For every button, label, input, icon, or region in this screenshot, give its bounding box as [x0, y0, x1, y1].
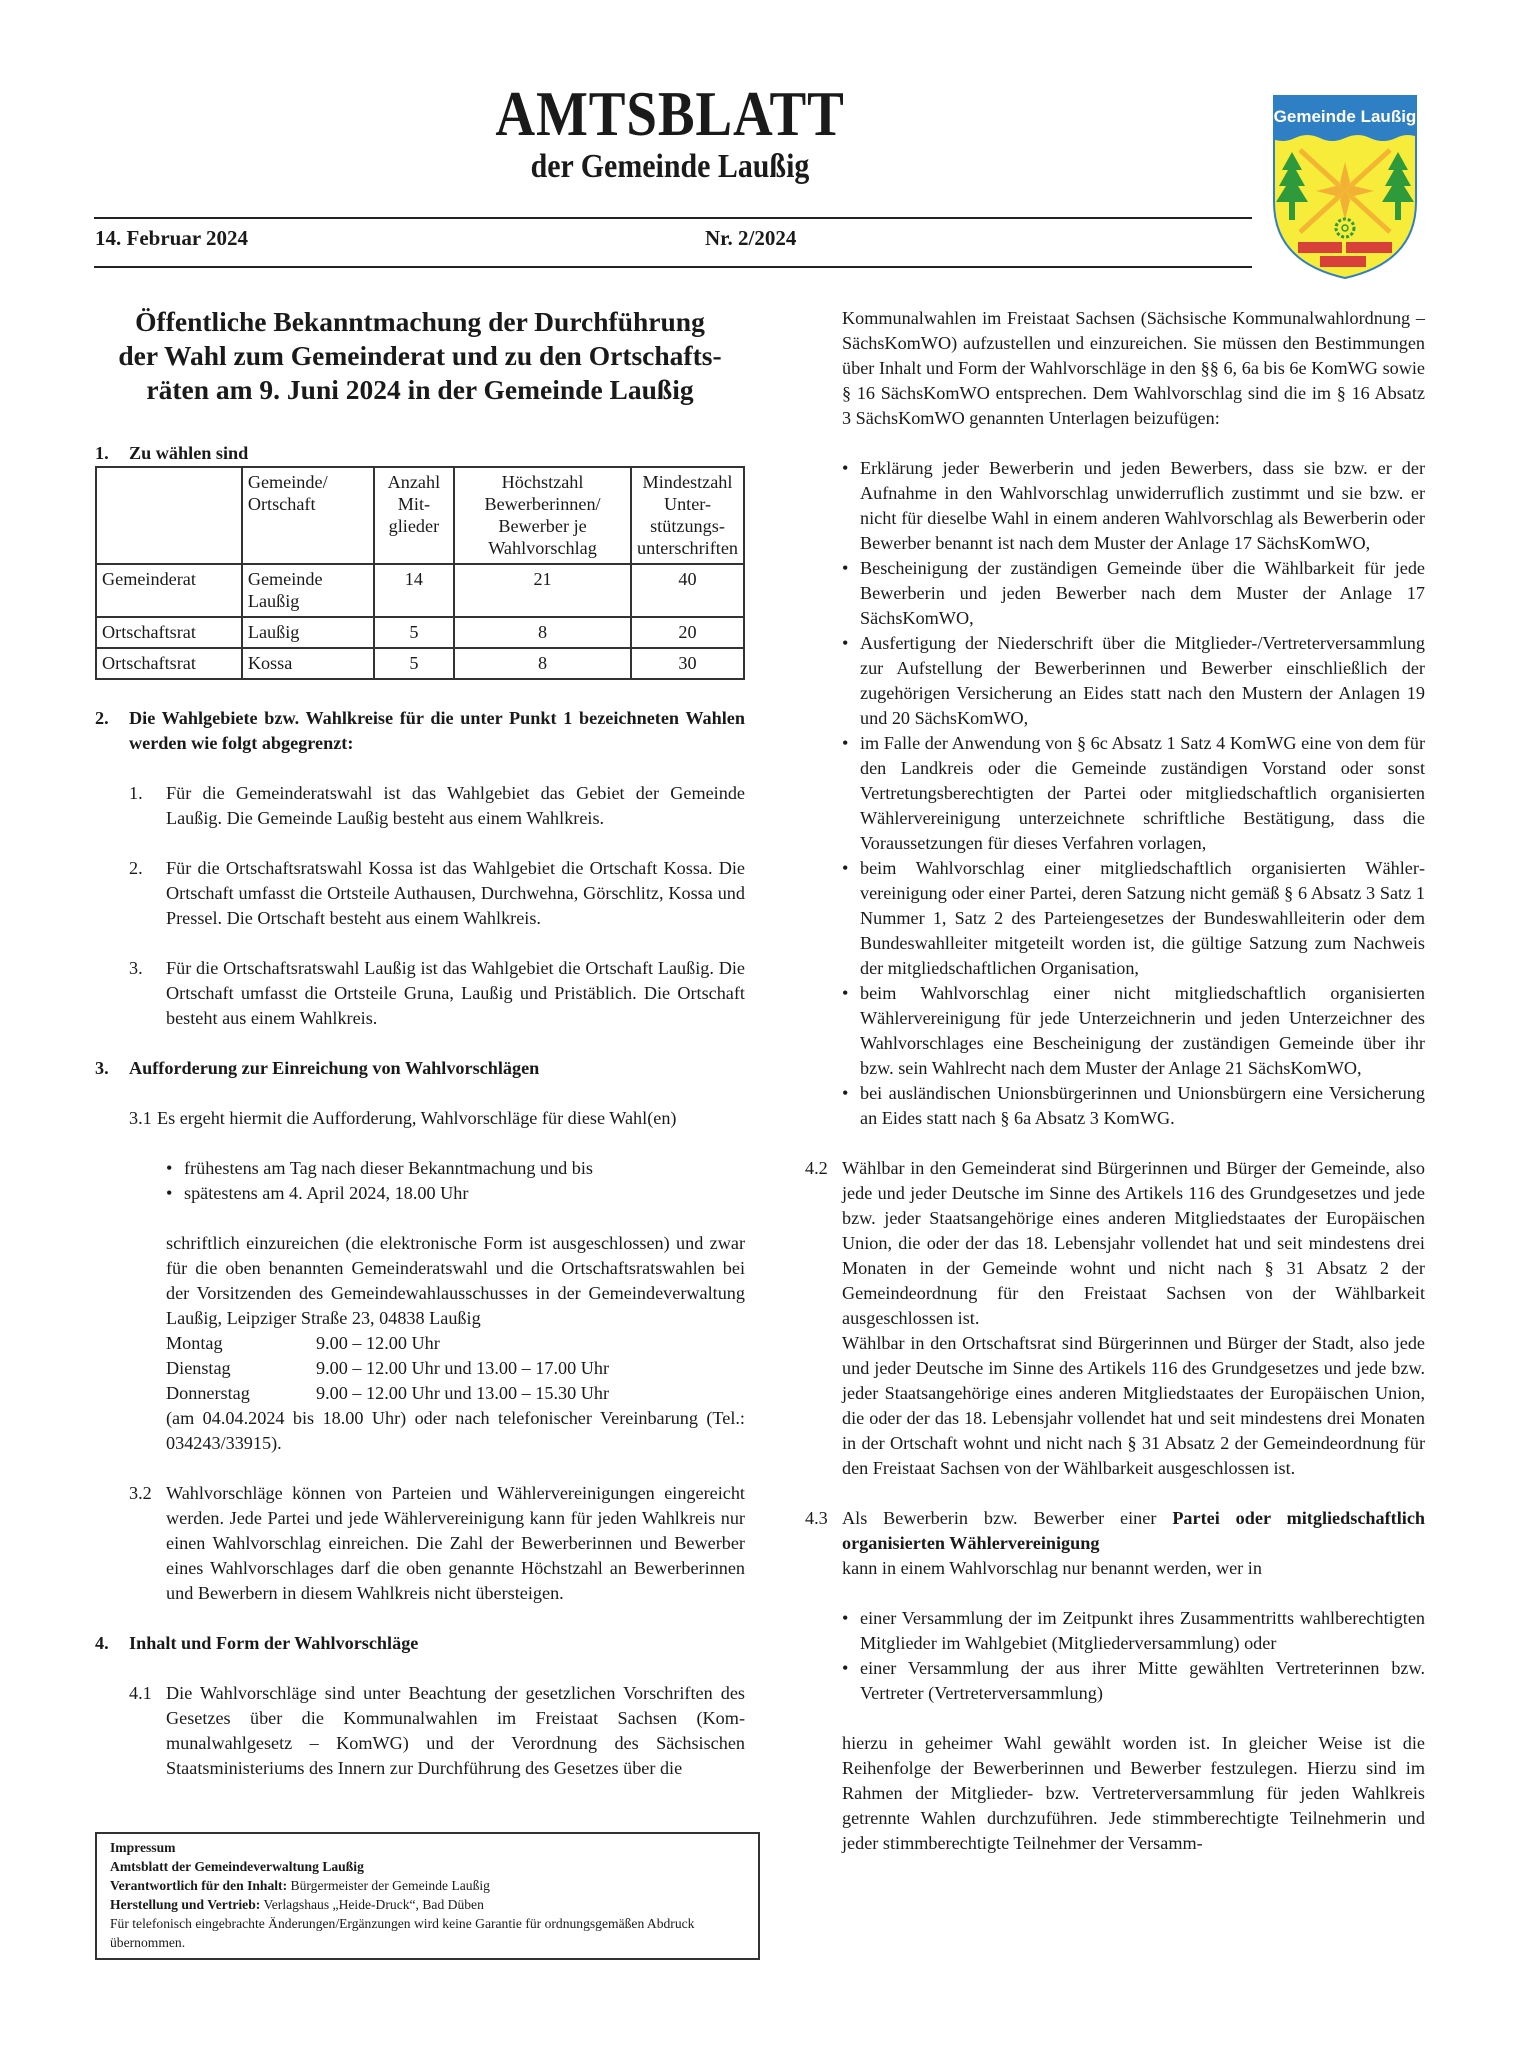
bullet-icon: •	[842, 1083, 849, 1103]
eligibility-local: Wählbar in den Ortschaftsrat sind Bürgerinnen und Bürger der Stadt, also jede und jeder Deutsche im Sinne des Artikels 116 des Grundgesetzes und jede bzw. jeder Staatsangehörige eines anderen Mitgliedstaates der Europäischen Union, die oder der das 18. Lebensjahr vollendet hat und seit mindestens drei Monaten in der Ortschaft wohnt und nicht nach § 31 Absatz 2 der Gemeindeordnung für den Freistaat Sachsen von der Wählbarkeit ausgeschlossen ist.	[842, 1333, 1425, 1478]
issue-date: 14. Februar 2024	[95, 226, 249, 250]
item-text: Für die Ortschaftsratswahl Kossa ist das Wahlgebiet die Ortschaft Kossa. Die Ortschaft umfasst die Ortsteile Authausen, Durchwehna, Görschlitz, Kossa und Pressel. Die Ortschaft besteht aus einem Wahlkreis.	[166, 858, 745, 928]
bullet-text: Ausfertigung der Niederschrift über die Mitglieder-/Vertreterversammlung zur Aufstellung der Bewerberinnen und Bewerber einschließlich der zugehörigen Versicherung an Eides statt nach den Mustern der Anlagen 19 und 20 SächsKomWO,	[860, 633, 1425, 728]
paragraph-3-2	[95, 1481, 745, 1606]
eligibility-municipal: Wählbar in den Gemeinderat sind Bürgerinnen und Bürger der Gemeinde, also jede und jeder Deutsche im Sinne des Artikels 116 des Grundgesetzes und jede bzw. jeder Staatsangehörige eines anderen Mitgliedstaates der Europäischen Union, die oder der das 18. Lebensjahr vollendet hat und seit mindestens drei Monaten in der Gemeinde wohnt und nicht nach § 31 Absatz 2 der Gemeindeordnung für den Freistaat Sachsen von der Wählbarkeit ausgeschlossen ist.	[842, 1158, 1425, 1328]
item-number: 3.	[129, 958, 143, 978]
section-number: 3.	[95, 1058, 109, 1078]
bullet-item	[842, 631, 1425, 731]
impressum-responsible-label: Verantwortlich für den Inhalt:	[110, 1878, 288, 1893]
impressum-title: Impressum	[110, 1840, 176, 1855]
bullet-icon: •	[842, 458, 849, 478]
item-text: Für die Gemeinderatswahl ist das Wahlgebiet das Gebiet der Gemeinde Laußig. Die Gemeinde Laußig besteht aus einem Wahlkreis.	[166, 783, 745, 828]
bullet-item	[842, 1656, 1425, 1706]
table-row	[96, 617, 744, 648]
table-cell: 14	[374, 564, 454, 617]
impressum-note: Für telefonisch eingebrachte Änderungen/Ergänzungen wird keine Garantie für ordnungsgemäßen Abdruck übernommen.	[110, 1916, 695, 1950]
table-cell: Gemeinderat	[96, 564, 242, 617]
table-header-cell	[96, 467, 242, 564]
bullet-text: spätestens am 4. April 2024, 18.00 Uhr	[184, 1183, 469, 1203]
bullet-item	[842, 731, 1425, 856]
hours-day: Montag	[166, 1333, 223, 1353]
bullet-text: beim Wahlvorschlag einer mitgliedschaftlich organisierten Wählervereinigung oder einer Partei, deren Satzung nicht gemäß § 6 Absatz 3 Satz 1 Nummer 1, Satz 2 des Parteiengesetzes der Bundeswahlleiterin oder dem Bundeswahlleiter mitgeteilt worden ist, die gültige Satzung zum Nachweis der mitgliedschaftlichen Organisation,	[860, 858, 1425, 978]
hours-time: 9.00 – 12.00 Uhr	[316, 1333, 440, 1353]
masthead-title: AMTSBLATT	[495, 78, 845, 149]
appointment-text: (am 04.04.2024 bis 18.00 Uhr) oder nach telefonischer Vereinbarung (Tel.: 034243/33915).	[166, 1408, 745, 1453]
impressum-publication: Amtsblatt der Gemeindeverwaltung Laußig	[110, 1859, 364, 1874]
headline-line: Öffentliche Bekanntmachung der Durchführung	[135, 306, 705, 337]
header-line: Bewerber je	[498, 516, 587, 536]
section-title: Aufforderung zur Einreichung von Wahlvorschlägen	[129, 1058, 540, 1078]
paragraph-text: Es ergeht hiermit die Aufforderung, Wahlvorschläge für diese Wahl(en)	[157, 1108, 677, 1128]
table-header-cell	[374, 467, 454, 564]
section-number: 1.	[95, 443, 109, 463]
table-cell: 5	[374, 648, 454, 679]
paragraph-4-3-after: hierzu in geheimer Wahl gewählt worden ist. In gleicher Weise ist die Reihenfolge der Bewerberinnen und Bewerber festzulegen. Hierzu sind im Rahmen der Mitglieder- bzw. Vertreterversammlung für jeden Wahlkreis getrennte Wahlen durchzuführen. Jede stimmberechtigte Teilnehmerin und jeder stimmberechtigte Teilnehmer der Versamm-	[842, 1733, 1425, 1853]
issue-number: Nr. 2/2024	[705, 226, 797, 250]
left-column	[95, 305, 745, 1781]
article-headline	[95, 305, 745, 407]
paragraph-number: 4.3	[805, 1508, 828, 1528]
bullet-text: einer Versammlung der aus ihrer Mitte gewählten Vertreterinnen bzw. Vertreter (Vertreterversammlung)	[860, 1658, 1425, 1703]
header-line: Unter-	[663, 494, 712, 514]
headline-line: der Wahl zum Gemeinderat und zu den Ortschafts-	[118, 340, 722, 371]
bullet-text: einer Versammlung der im Zeitpunkt ihres Zusammentritts wahlberechtigten Mitglieder im Wahlgebiet (Mitgliederversammlung) oder	[860, 1608, 1425, 1653]
paragraph-4-3	[805, 1506, 1425, 1581]
table-cell: 21	[454, 564, 631, 617]
table-header-cell	[631, 467, 744, 564]
office-hours	[166, 1331, 745, 1406]
section-number: 4.	[95, 1633, 109, 1653]
section-number: 2.	[95, 708, 109, 728]
paragraph-text	[842, 1156, 1425, 1481]
table-header-cell	[242, 467, 374, 564]
bullet-icon: •	[842, 1608, 849, 1628]
paragraph-text: Die Wahlvorschläge sind unter Beachtung der gesetzlichen Vorschriften des Gesetzes über die Kommunalwahlen im Freistaat Sachsen (Kommunalwahlgesetz – KomWG) und der Verordnung des Sächsischen Staatsministeriums des Innern zur Durchführung des Gesetzes über die	[166, 1683, 745, 1778]
hours-day: Dienstag	[166, 1358, 231, 1378]
headline-line: räten am 9. Juni 2024 in der Gemeinde Laußig	[146, 374, 694, 405]
impressum-responsible-value: Bürgermeister der Gemeinde Laußig	[290, 1878, 490, 1893]
bullet-item	[842, 981, 1425, 1081]
header-line: unterschriften	[637, 538, 738, 558]
list-item	[95, 956, 745, 1031]
submission-text: schriftlich einzureichen (die elektronische Form ist ausgeschlossen) und zwar für die oben benannten Gemeinderatswahl und die Ortschaftsratswahlen bei der Vorsitzenden des Gemeindewahlausschusses in der Gemeindeverwaltung Laußig, Leipziger Straße 23, 04838 Laußig	[166, 1233, 745, 1328]
paragraph-4-2	[805, 1156, 1425, 1481]
paragraph-text	[842, 1506, 1425, 1581]
header-line: Bewerberinnen/	[484, 494, 601, 514]
paragraph-3-1	[95, 1106, 745, 1131]
table-cell: 8	[454, 617, 631, 648]
item-number: 1.	[129, 783, 143, 803]
header-line: Anzahl	[387, 472, 441, 492]
bullet-item	[842, 556, 1425, 631]
coat-of-arms-label: Gemeinde Laußig	[1273, 107, 1417, 126]
header-line: Mindestzahl	[642, 472, 733, 492]
hours-time: 9.00 – 12.00 Uhr und 13.00 – 15.30 Uhr	[316, 1383, 610, 1403]
table-header-cell	[454, 467, 631, 564]
assembly-bullets	[805, 1606, 1425, 1706]
table-cell: 30	[631, 648, 744, 679]
header-line: Mit-	[397, 494, 431, 514]
bullet-icon: •	[842, 858, 849, 878]
impressum-box	[95, 1832, 760, 1960]
bullet-icon: •	[166, 1158, 173, 1178]
paragraph-bold: Partei oder mitgliedschaftlich organisierten Wählervereinigung	[842, 1508, 1426, 1553]
paragraph-continuation: kann in einem Wahlvorschlag nur benannt werden, wer in	[842, 1558, 1262, 1578]
header-rule-top	[94, 217, 1252, 219]
bullet-icon: •	[842, 983, 849, 1003]
bullet-text: Bescheinigung der zuständigen Gemeinde über die Wählbarkeit für jede Bewerberin und jeden Bewerber nach dem Muster der Anlage 17 SächsKomWO,	[860, 558, 1425, 628]
coat-of-arms-icon	[1270, 92, 1420, 282]
impressum-production-value: Verlagshaus „Heide-Druck“, Bad Düben	[263, 1897, 484, 1912]
section-title: Zu wählen sind	[129, 443, 249, 463]
header-line: Ortschaft	[247, 494, 316, 514]
bullet-item	[842, 456, 1425, 556]
deadline-bullets	[166, 1156, 745, 1206]
hours-day: Donnerstag	[166, 1383, 250, 1403]
list-item	[95, 856, 745, 931]
bullet-icon: •	[842, 1658, 849, 1678]
table-cell: 20	[631, 617, 744, 648]
bullet-text: beim Wahlvorschlag einer nicht mitgliedschaftlich organisierten Wählervereinigung für jede Unterzeichnerin und jeden Unterzeichner des Wahlvorschlages eine Bescheinigung der zuständigen Gemeinde über ihr bzw. sein Wahlrecht nach dem Muster der Anlage 21 SächsKomWO,	[860, 983, 1425, 1078]
table-header-row	[96, 467, 744, 564]
table-cell: 5	[374, 617, 454, 648]
paragraph-text: Wahlvorschläge können von Parteien und Wählervereinigungen eingereicht werden. Jede Partei und jede Wählervereinigung kann für jeden Wahlkreis nur einen Wahlvorschlag einreichen. Die Zahl der Bewerberinnen und Bewerber eines Wahlvorschlages darf die oben genannte Höchstzahl an Bewerberinnen und Bewerbern in diesem Wahlkreis nicht übersteigen.	[166, 1483, 745, 1603]
bullet-icon: •	[842, 558, 849, 578]
table-cell: Ortschaftsrat	[96, 648, 242, 679]
table-cell: Kossa	[242, 648, 374, 679]
bullet-item	[842, 1606, 1425, 1656]
hours-time: 9.00 – 12.00 Uhr und 13.00 – 17.00 Uhr	[316, 1358, 610, 1378]
section-title: Inhalt und Form der Wahlvorschläge	[129, 1633, 419, 1653]
table-cell: 8	[454, 648, 631, 679]
required-documents-bullets	[805, 456, 1425, 1131]
bullet-text: im Falle der Anwendung von § 6c Absatz 1 Satz 4 KomWG eine von dem für den Landkreis oder die Gemeinde zuständigen Vorstand oder sonst Vertretungsberechtigten der Partei oder mitgliedschaftlich organisierten Wählervereinigung unterzeichnete schriftliche Bestätigung, dass die Voraussetzungen für dieses Verfahren vorlagen,	[860, 733, 1425, 853]
header-line: Höchstzahl	[501, 472, 584, 492]
header-line: Wahlvorschlag	[488, 538, 597, 558]
bullet-item	[842, 856, 1425, 981]
paragraph-lead: Als Bewerberin bzw. Bewerber einer	[842, 1508, 1157, 1528]
election-table	[95, 466, 745, 680]
masthead-subtitle: der Gemeinde Laußig	[530, 148, 810, 185]
bullet-text: bei ausländischen Unionsbürgerinnen und Unionsbürgern eine Versicherung an Eides statt nach § 6a Absatz 3 KomWG.	[860, 1083, 1425, 1128]
bullet-item	[166, 1181, 745, 1206]
table-row	[96, 564, 744, 617]
paragraph-number: 4.1	[129, 1683, 152, 1703]
paragraph-number: 4.2	[805, 1158, 828, 1178]
impressum-production-label: Herstellung und Vertrieb:	[110, 1897, 261, 1912]
bullet-icon: •	[842, 633, 849, 653]
bullet-icon: •	[166, 1183, 173, 1203]
table-cell: 40	[631, 564, 744, 617]
header-rule-bottom	[94, 266, 1252, 268]
header-line: glieder	[388, 516, 440, 536]
paragraph-number: 3.2	[129, 1483, 152, 1503]
table-row	[96, 648, 744, 679]
bullet-text: frühestens am Tag nach dieser Bekanntmachung und bis	[184, 1158, 594, 1178]
paragraph-number: 3.1	[129, 1108, 152, 1128]
header-line: Gemeinde/	[247, 472, 328, 492]
header-line: stützungs-	[650, 516, 725, 536]
bullet-icon: •	[842, 733, 849, 753]
list-item	[95, 781, 745, 831]
section-1-heading	[95, 441, 745, 466]
paragraph-4-1	[95, 1681, 745, 1781]
table-cell: Gemeinde Laußig	[242, 564, 374, 617]
table-cell: Ortschaftsrat	[96, 617, 242, 648]
electoral-areas-list	[95, 781, 745, 1031]
bullet-text: Erklärung jeder Bewerberin und jeden Bewerbers, dass sie bzw. er der Aufnahme in den Wahlvorschlag unwiderruflich zustimmt und sie bzw. er nicht für dieselbe Wahl in einem anderen Wahlvorschlag als Bewerberin oder Bewerber benannt ist nach dem Muster der Anlage 17 SächsKomWO,	[860, 458, 1425, 553]
section-title: Die Wahlgebiete bzw. Wahlkreise für die unter Punkt 1 bezeichneten Wahlen werden wie folgt abgegrenzt:	[129, 708, 745, 753]
bullet-item	[166, 1156, 745, 1181]
item-text: Für die Ortschaftsratswahl Laußig ist das Wahlgebiet die Ortschaft Laußig. Die Ortschaft umfasst die Ortsteile Gruna, Laußig und Pristäblich. Die Ortschaft besteht aus einem Wahlkreis.	[166, 958, 745, 1028]
right-column	[805, 306, 1425, 1856]
bullet-item	[842, 1081, 1425, 1131]
section-2-heading	[95, 706, 745, 756]
section-4-heading	[95, 1631, 745, 1656]
table-cell: Laußig	[242, 617, 374, 648]
paragraph-4-1-continued: Kommunalwahlen im Freistaat Sachsen (Sächsische Kommunalwahlordnung – SächsKomWO) aufzustellen und einzureichen. Sie müssen den Bestimmungen über Inhalt und Form der Wahlvorschläge in den §§ 6, 6a bis 6e KomWG sowie § 16 SächsKomWO entsprechen. Dem Wahlvorschlag sind die im § 16 Absatz 3 SächsKomWO genannten Unterlagen beizufügen:	[842, 308, 1425, 428]
item-number: 2.	[129, 858, 143, 878]
section-3-heading	[95, 1056, 745, 1081]
